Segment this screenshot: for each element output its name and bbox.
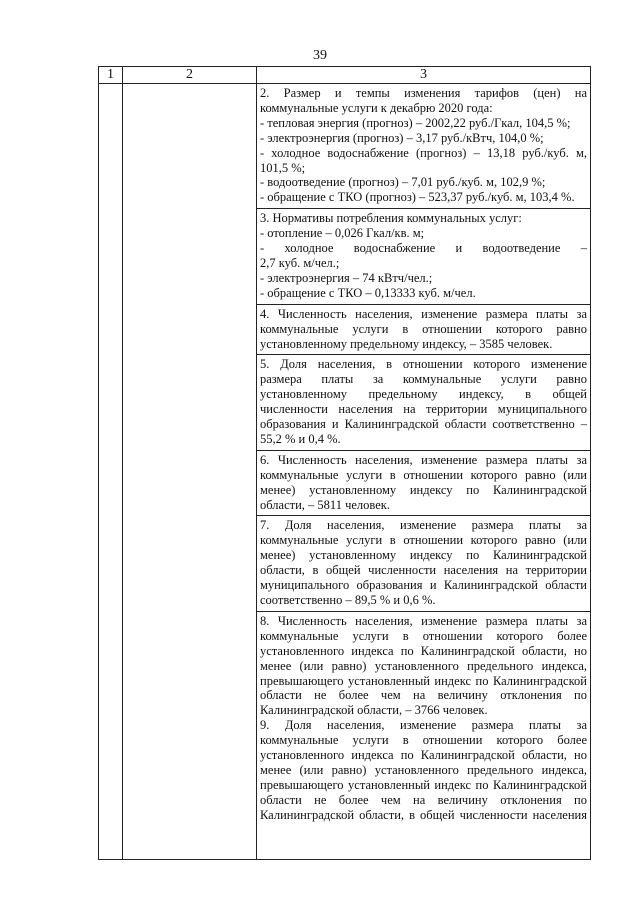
- section-line: менее) установленному индексу по Калининградской: [260, 548, 587, 563]
- table-section: [257, 209, 590, 304]
- section-line: - тепловая энергия (прогноз) – 2002,22 руб./Гкал, 104,5 %;: [260, 115, 571, 130]
- table-section: [257, 84, 590, 209]
- section-line: соответственно – 89,5 % и 0,6 %.: [260, 593, 436, 607]
- section-line: - холодное водоснабжение и водоотведение –: [260, 241, 587, 256]
- section-line: коммунальные услуги в отношении которого равно (или: [260, 533, 587, 548]
- section-line: менее (или равно) установленного предельного индекса,: [260, 762, 587, 777]
- table-header-row: [99, 67, 591, 84]
- table-section: [257, 305, 590, 356]
- section-line: менее) установленному индексу по Калининградской: [260, 482, 587, 497]
- section-line: установленному предельному индексу, в общей: [260, 387, 587, 402]
- section-line: - холодное водоснабжение (прогноз) – 13,18 руб./куб. м,: [260, 145, 587, 160]
- page-number: 39: [313, 48, 327, 63]
- section-line: 5. Доля населения, в отношении которого изменение: [260, 357, 587, 372]
- section-line: Калининградской области, – 3766 человек.: [260, 703, 488, 718]
- section-line: - обращение с ТКО – 0,13333 куб. м/чел.: [260, 285, 476, 300]
- column-2-cell: [123, 84, 257, 860]
- section-line: превышающего установленный индекс по Калининградской: [260, 673, 587, 688]
- section-line: - водоотведение (прогноз) – 7,01 руб./куб. м, 102,9 %;: [260, 175, 546, 190]
- table-row: [99, 84, 591, 860]
- section-line: коммунальные услуги в отношении которого более: [260, 628, 587, 643]
- section-line: - электроэнергия (прогноз) – 3,17 руб./кВтч, 104,0 %;: [260, 130, 544, 145]
- section-line: 4. Численность населения, изменение размера платы за: [260, 306, 587, 321]
- section-line: образования и Калининградской области соответственно –: [260, 417, 587, 432]
- section-line: коммунальные услуги в отношении которого равно (или: [260, 467, 587, 482]
- section-line: 101,5 %;: [260, 160, 306, 175]
- table-section: [257, 451, 590, 517]
- section-line: области не более чем на величину отклонения по: [260, 688, 587, 703]
- column-header-2: 2: [123, 67, 257, 84]
- section-line: установленного индекса по Калининградской области, но: [260, 748, 587, 763]
- section-line: менее (или равно) установленного предельного индекса,: [260, 658, 587, 673]
- section-line: 2. Размер и темпы изменения тарифов (цен) на: [260, 86, 587, 100]
- section-line: превышающего установленный индекс по Калининградской: [260, 777, 587, 792]
- section-line: установленному предельному индексу, – 3585 человек.: [260, 336, 553, 351]
- section-line: 55,2 % и 0,4 %.: [260, 431, 341, 446]
- section-line: 2,7 куб. м/чел.;: [260, 255, 340, 270]
- document-table: [98, 66, 591, 860]
- section-line: области, в общей численности населения на территории: [260, 563, 587, 578]
- section-line: - отопление – 0,026 Гкал/кв. м;: [260, 226, 425, 241]
- table-section: [257, 612, 590, 826]
- section-line: коммунальные услуги в отношении которого равно: [260, 321, 587, 336]
- section-line: численности населения на территории муниципального: [260, 402, 587, 417]
- section-line: области не более чем на величину отклонения по: [260, 792, 587, 807]
- section-line: размера платы за коммунальные услуги равно: [260, 372, 587, 387]
- section-line: 7. Доля населения, изменение размера платы за: [260, 518, 587, 533]
- section-line: - электроэнергия – 74 кВтч/чел.;: [260, 270, 433, 285]
- column-header-1: 1: [99, 67, 123, 84]
- section-line: 9. Доля населения, изменение размера платы за: [260, 718, 587, 733]
- column-header-3: 3: [257, 67, 591, 84]
- column-1-cell: [99, 84, 123, 860]
- section-line: установленного индекса по Калининградской области, но: [260, 643, 587, 658]
- table-section: [257, 355, 590, 450]
- section-line: 6. Численность населения, изменение размера платы за: [260, 452, 587, 467]
- sections-container: [257, 84, 590, 826]
- section-line: - обращение с ТКО (прогноз) – 523,37 руб./куб. м, 103,4 %.: [260, 190, 575, 205]
- section-line: области, – 5811 человек.: [260, 497, 390, 512]
- section-line: 8. Численность населения, изменение размера платы за: [260, 613, 587, 628]
- column-3-cell: [257, 84, 591, 860]
- section-line: муниципального образования и Калининградской области: [260, 578, 587, 593]
- table-section: [257, 516, 590, 611]
- section-line: 3. Нормативы потребления коммунальных услуг:: [260, 211, 522, 226]
- section-line: коммунальные услуги к декабрю 2020 года:: [260, 100, 493, 115]
- section-line: коммунальные услуги в отношении которого более: [260, 733, 587, 748]
- section-line: Калининградской области, в общей численности населения: [260, 807, 587, 822]
